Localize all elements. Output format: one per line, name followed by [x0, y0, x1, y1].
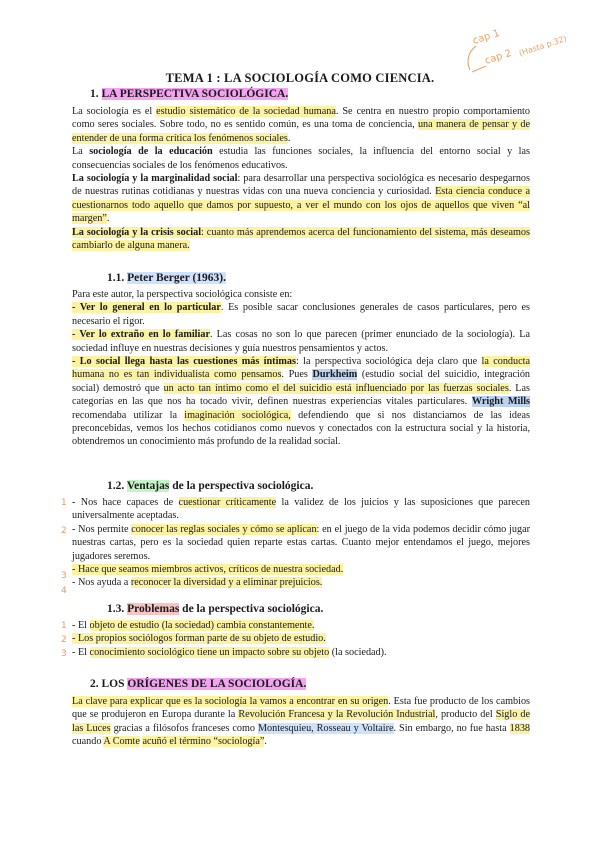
mark-v1: 1 [61, 498, 67, 508]
paragraph-general: - Ver lo general en lo particular. Es posible sacar conclusiones generales de casos particulares, pero es necesario el rigor. [72, 302, 530, 327]
advantage-2: - Nos permite conocer las reglas sociales y cómo se aplican: en el juego de la vida podemos decidir cómo jugar nuestras cartas, pero es la sociedad quien reparte estas cartas. Cuanto mejor entendamos el juego, mejores jugadores seremos. [72, 523, 530, 562]
annotation-line2: cap 2 [483, 47, 514, 67]
section-1-3-heading: 1.3. Problemas de la perspectiva sociológica. [107, 603, 324, 615]
problem-1: - El objeto de estudio (la sociedad) cambia constantemente. [72, 620, 315, 631]
section-1-title: LA PERSPECTIVA SOCIOLÓGICA. [101, 88, 289, 100]
mark-q3: 3 [61, 649, 67, 659]
problems-block [72, 619, 530, 659]
paragraph-strange: - Ver lo extraño en lo familiar. Las cosas no son lo que parecen (primer enunciado de la sociología). La sociedad influye en nuestras decisiones y guía nuestros pensamientos y actos. [72, 329, 530, 354]
mark-q1: 1 [61, 621, 67, 631]
berger-block [72, 288, 530, 449]
paragraph-marginality: La sociología y la marginalidad social: para desarrollar una perspectiva sociológica es necesario despegarnos de nuestras rutinas cotidianas y nuestras vidas con una nueva conciencia y curiosidad. Esta ciencia conduce a cuestionarnos todo aquello que damos por supuesto, a ver el mundo con los ojos de aquellos que viven “al margen”. [72, 173, 531, 225]
problem-2: - Los propios sociólogos forman parte de su objeto de estudio. [72, 633, 326, 645]
paragraph-berger-intro: Para este autor, la perspectiva sociológica consiste en: [72, 289, 293, 300]
mark-v2: 2 [61, 526, 67, 536]
annotation-line1: cap 1 [471, 27, 502, 47]
section-1-2-title-highlight: Ventajas [126, 480, 170, 492]
origins-block [72, 695, 530, 749]
section-2-title: ORÍGENES DE LA SOCIOLOGÍA. [127, 678, 307, 690]
paragraph-origins: La clave para explicar que es la sociología la vamos a encontrar en su origen. Esta fue producto de los cambios que se produjeron en Europa durante la Revolución Francesa y la Revolución Industrial, producto del Siglo de las Luces gracias a filósofos franceses como Montesquieu, Rosseau y Voltaire. Sin embargo, no fue hasta 1838 cuando A Comte acuñó el término “sociología”. [72, 696, 531, 748]
problem-3: - El conocimiento sociológico tiene un impacto sobre su objeto (la sociedad). [72, 646, 387, 658]
section-2-heading: 2. LOS ORÍGENES DE LA SOCIOLOGÍA. [90, 678, 307, 690]
section-1-1-title: Peter Berger (1963). [127, 272, 226, 284]
section-1-2-title-rest: de la perspectiva sociológica. [169, 480, 314, 492]
document-title: TEMA 1 : LA SOCIOLOGÍA COMO CIENCIA. [165, 71, 435, 85]
advantages-block [72, 496, 530, 590]
section-1-2-heading: 1.2. Ventajas de la perspectiva sociológica. [107, 480, 314, 492]
paragraph-intimate: - Lo social llega hasta las cuestiones más íntimas: la perspectiva sociológica deja claro que la conducta humana no es tan individualista como pensamos. Pues Durkheim (estudio social del suicidio, integración social) demostró que un acto tan íntimo como el del suicidio está influenciado por las fuerzas sociales. Las categorías en las que nos ha tocado vivir, definen nuestras experiencias vitales particulares. Wright Mills recomendaba utilizar la imaginación sociológica, defendiendo que si nos distanciamos de las ideas preconcebidas, vemos los hechos cotidianos como nuevos y conectados con la estructura social y la historia, obtendremos un conocimiento más profundo de la realidad social. [72, 356, 531, 448]
section-1-heading: 1. LA PERSPECTIVA SOCIOLÓGICA. [90, 88, 289, 100]
paragraph-crisis: La sociología y la crisis social: cuanto más aprendemos acerca del funcionamiento del sistema, más deseamos cambiarlo de alguna manera. [72, 226, 530, 252]
advantage-4: - Nos ayuda a reconocer la diversidad y a eliminar prejuicios. [72, 577, 323, 589]
section-1-1-heading: 1.1. Peter Berger (1963). [107, 272, 226, 284]
advantage-1: - Nos hace capaces de cuestionar críticamente la validez de los juicios y las suposiciones que parecen universalmente aceptadas. [72, 497, 530, 522]
section-1-3-title-rest: de la perspectiva sociológica. [179, 603, 324, 615]
section-1-3-title-highlight: Problemas [127, 603, 180, 615]
mark-q2: 2 [61, 635, 67, 645]
annotation-line3: (Hasta p.32) [517, 33, 568, 58]
paragraph-education: La sociología de la educación estudia las funciones sociales, la influencia del entorno social y las consecuencias sociales de los fenómenos educativos. [72, 146, 530, 171]
paragraph-definition: La sociología es el estudio sistemático de la sociedad humana. Se centra en nuestro propio comportamiento como seres sociales. Sobre todo, no es sentido común, es una toma de conciencia, una manera de pensar y de entender de una forma crítica los fenómenos sociales. [72, 106, 531, 144]
advantage-3: - Hace que seamos miembros activos, críticos de nuestra sociedad. [72, 564, 344, 576]
mark-v4: 4 [61, 586, 67, 596]
intro-block [72, 105, 530, 252]
mark-v3: 3 [61, 571, 67, 581]
